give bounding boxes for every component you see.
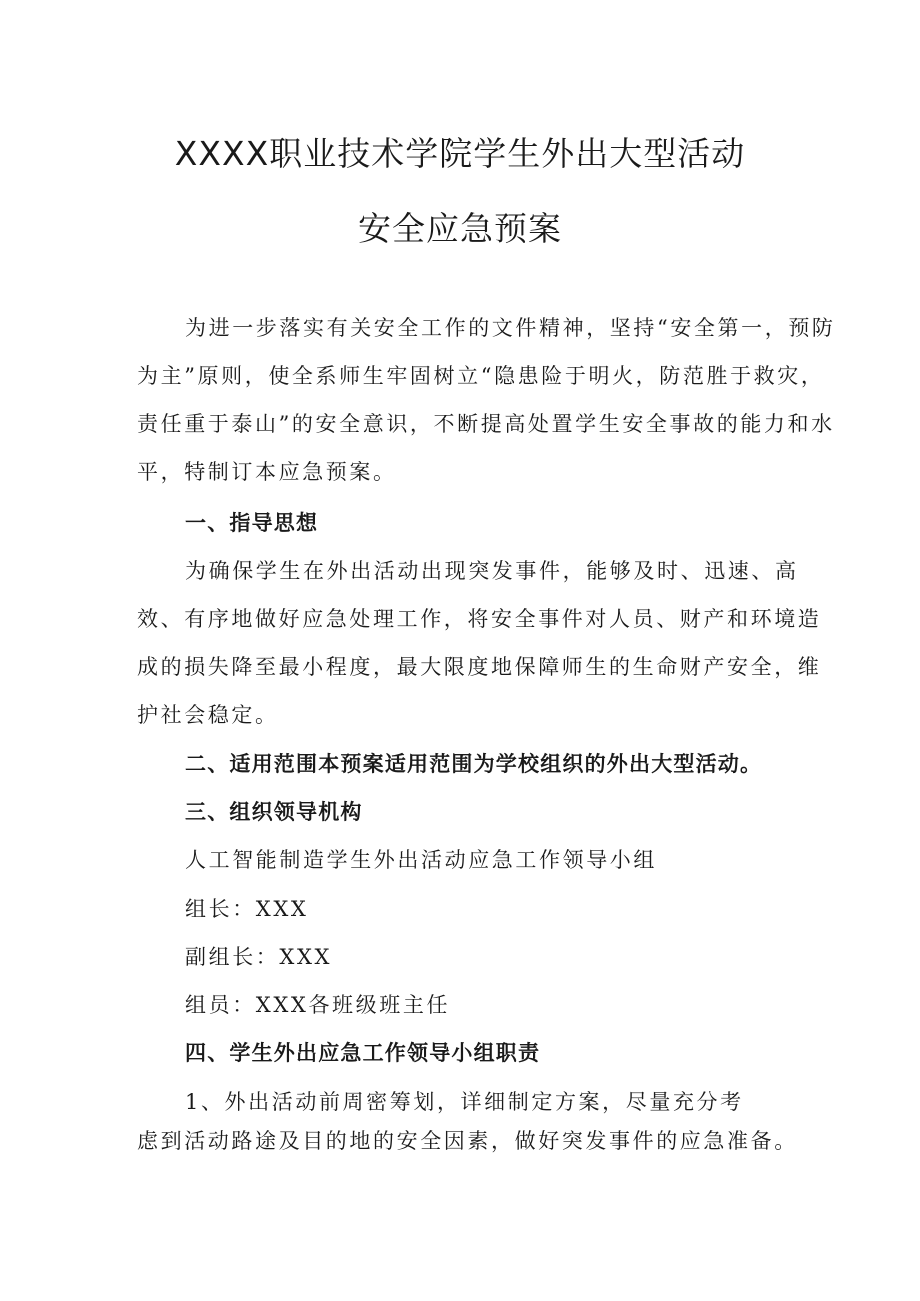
title-line-1: XXXX职业技术学院学生外出大型活动	[174, 134, 746, 173]
section-1-heading: 一、指导思想	[185, 511, 319, 535]
group-name: 人工智能制造学生外出活动应急工作领导小组	[185, 848, 657, 872]
intro-paragraph: 为进一步落实有关安全工作的文件精神，坚持“安全第一，预防为主”原则，使全系师生牢固树立“隐患险于明火，防范胜于救灾，责任重于泰山”的安全意识，不断提高处置学生安全事故的能力和水平，特制订本应急预案。	[137, 316, 836, 484]
group-deputy-leader: 副组长：XXX	[185, 945, 333, 969]
title-line-2: 安全应急预案	[358, 209, 562, 248]
section-1-body: 为确保学生在外出活动出现突发事件，能够及时、迅速、高效、有序地做好应急处理工作，将安全事件对人员、财产和环境造成的损失降至最小程度，最大限度地保障师生的生命财产安全，维护社会稳定。	[137, 559, 822, 727]
section-2-heading: 二、适用范围本预案适用范围为学校组织的外出大型活动。	[185, 752, 763, 776]
section-4-item-1-line-2: 虑到活动路途及目的地的安全因素，做好突发事件的应急准备。	[137, 1129, 798, 1153]
section-4-item-1-line-1: 1、外出活动前周密筹划，详细制定方案，尽量充分考	[185, 1090, 744, 1114]
section-3-heading: 三、组织领导机构	[185, 800, 363, 824]
section-4-heading: 四、学生外出应急工作领导小组职责	[185, 1041, 541, 1065]
group-leader: 组长：XXX	[185, 897, 309, 921]
group-members: 组员：XXX各班级班主任	[185, 993, 451, 1017]
